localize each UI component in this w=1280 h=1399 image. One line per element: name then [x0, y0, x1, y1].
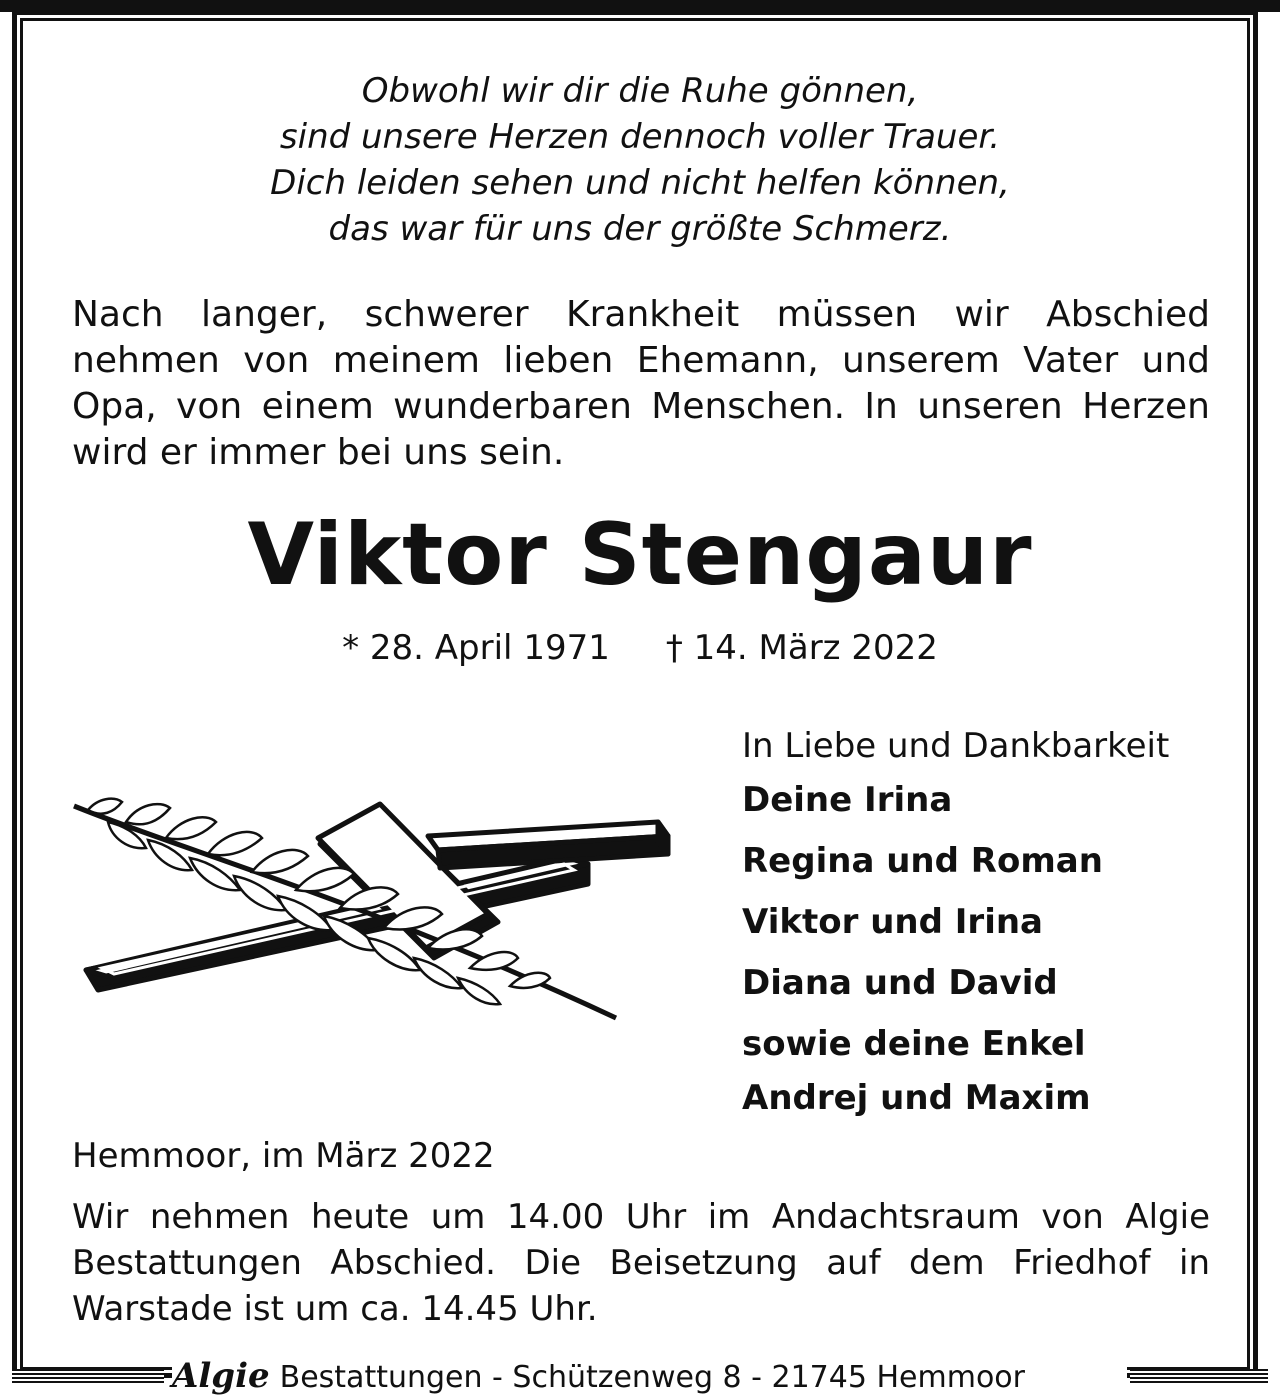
mourners-lead: In Liebe und Dankbarkeit: [742, 726, 1170, 766]
poem: [0, 68, 1280, 252]
deceased-name: Viktor Stengaur: [247, 505, 1033, 605]
death-date: † 14. März 2022: [665, 628, 938, 668]
mourner-name: Viktor und Irina: [742, 902, 1044, 942]
service-info: Wir nehmen heute um 14.00 Uhr im Andachtsraum von Algie Bestattungen Abschied. Die Beisetzung auf dem Friedhof in Warstade ist um ca. 14.45 Uhr.: [72, 1197, 1210, 1329]
mourner-name: Diana und David: [742, 963, 1058, 1003]
grandchildren-line: sowie deine Enkel: [742, 1024, 1086, 1064]
life-dates: [0, 628, 1280, 668]
funeral-home-logo: Algie: [172, 1356, 270, 1396]
birth-date: * 28. April 1971: [342, 628, 610, 668]
poem-line: Obwohl wir dir die Ruhe gönnen,: [361, 71, 919, 111]
grandchildren-names: Andrej und Maxim: [742, 1078, 1091, 1118]
poem-line: Dich leiden sehen und nicht helfen können,: [270, 163, 1010, 203]
footer-rule-left: [12, 1369, 164, 1383]
poem-line: sind unsere Herzen dennoch voller Trauer.: [279, 117, 1001, 157]
footer-rule-right: [1130, 1369, 1268, 1383]
funeral-home-address: Bestattungen - Schützenweg 8 - 21745 Hemmoor: [279, 1360, 1025, 1395]
footer: [12, 1356, 1268, 1396]
place-date: Hemmoor, im März 2022: [72, 1136, 495, 1176]
mourner-name: Regina und Roman: [742, 841, 1103, 881]
emblem-graphic: [68, 792, 676, 1028]
poem-line: das war für uns der größte Schmerz.: [328, 209, 952, 249]
mourners-list: [742, 722, 1242, 1121]
funeral-home-line: [172, 1356, 1127, 1396]
intro-text: Nach langer, schwerer Krankheit müssen wir Abschied nehmen von meinem lieben Ehemann, unserem Vater und Opa, von einem wunderbaren Menschen. In unseren Herzen wird er immer bei uns sein.: [72, 294, 1210, 473]
mourner-name: Deine Irina: [742, 780, 953, 820]
cross-with-palm-leaf-icon: [68, 792, 676, 1028]
